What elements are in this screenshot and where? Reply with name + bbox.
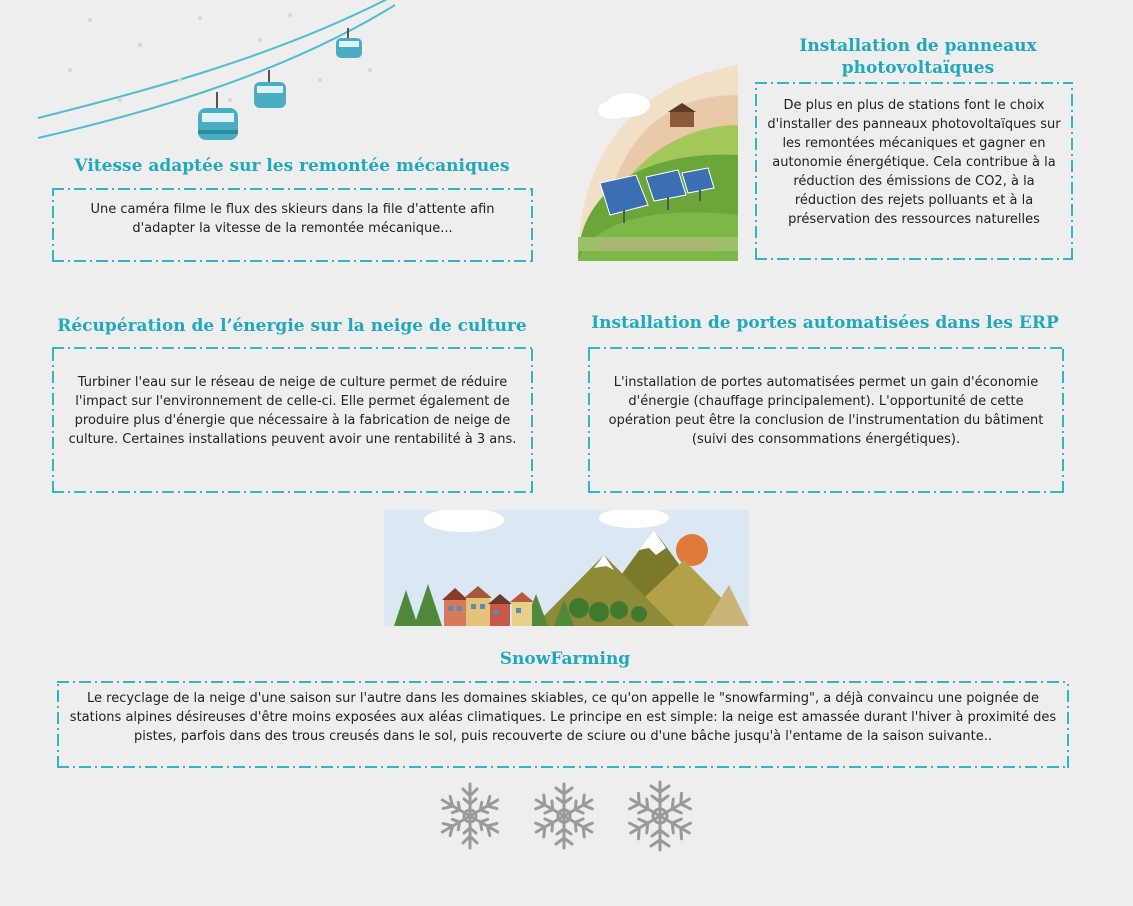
snowflake-icon (528, 780, 600, 852)
snowflake-icon (622, 778, 698, 854)
snowfarming-text: Le recyclage de la neige d'une saison sur l'autre dans les domaines skiables, ce qu'on appelle le "snowfarming", a déjà convaincu une poignée de stations alpines désireuses d'être moins exposées aux aléas climatiques. Le principe en est simple: la neige est amassée durant l'hiver à proximité des pistes, parfois dans des trous creusés dans le sol, puis recouverte de sciure ou d'une bâche jusqu'à l'entame de la saison suivante.. (69, 691, 1057, 744)
neige-culture-title: Récupération de l’énergie sur la neige de culture (57, 316, 527, 336)
portes-title: Installation de portes automatisées dans les ERP (591, 313, 1059, 333)
photovoltaique-text-box (755, 82, 1073, 260)
snowflake-icon (434, 780, 506, 852)
portes-text-box (588, 347, 1064, 493)
portes-text: L'installation de portes automatisées permet un gain d'économie d'énergie (chauffage principalement). L'opportunité de cette opération peut être la conclusion de l'instrumentation du bâtiment (suivi des consommations énergétiques). (608, 375, 1044, 447)
neige-culture-text: Turbiner l'eau sur le réseau de neige de culture permet de réduire l'impact sur l'environnement de celle-ci. Elle permet également de produire plus d'énergie que nécessaire à la fabrication de neige de culture. Certaines installations peuvent avoir une rentabilité à 3 ans. (68, 375, 517, 447)
solar-farm-illustration (578, 55, 738, 261)
neige-culture-text-box (52, 347, 533, 493)
photovoltaique-text: De plus en plus de stations font le choix d'installer des panneaux photovoltaïques sur les remontées mécaniques et gagner en autonomie énergétique. Cela contribue à la réduction des émissions de CO2, à la réduction des rejets polluants et à la préservation des ressources naturelles (767, 98, 1061, 227)
remontee-title: Vitesse adaptée sur les remontée mécaniques (74, 156, 510, 176)
village-mountain-illustration (384, 510, 749, 626)
cable-car-illustration (30, 0, 400, 150)
snowfarming-text-box (57, 681, 1069, 768)
remontee-text-box (52, 188, 533, 262)
remontee-text: Une caméra filme le flux des skieurs dans la file d'attente afin d'adapter la vitesse de la remontée mécanique... (90, 202, 495, 236)
snowfarming-title: SnowFarming (499, 649, 631, 669)
photovoltaique-title: Installation de panneaux photovoltaïques (799, 36, 1037, 78)
